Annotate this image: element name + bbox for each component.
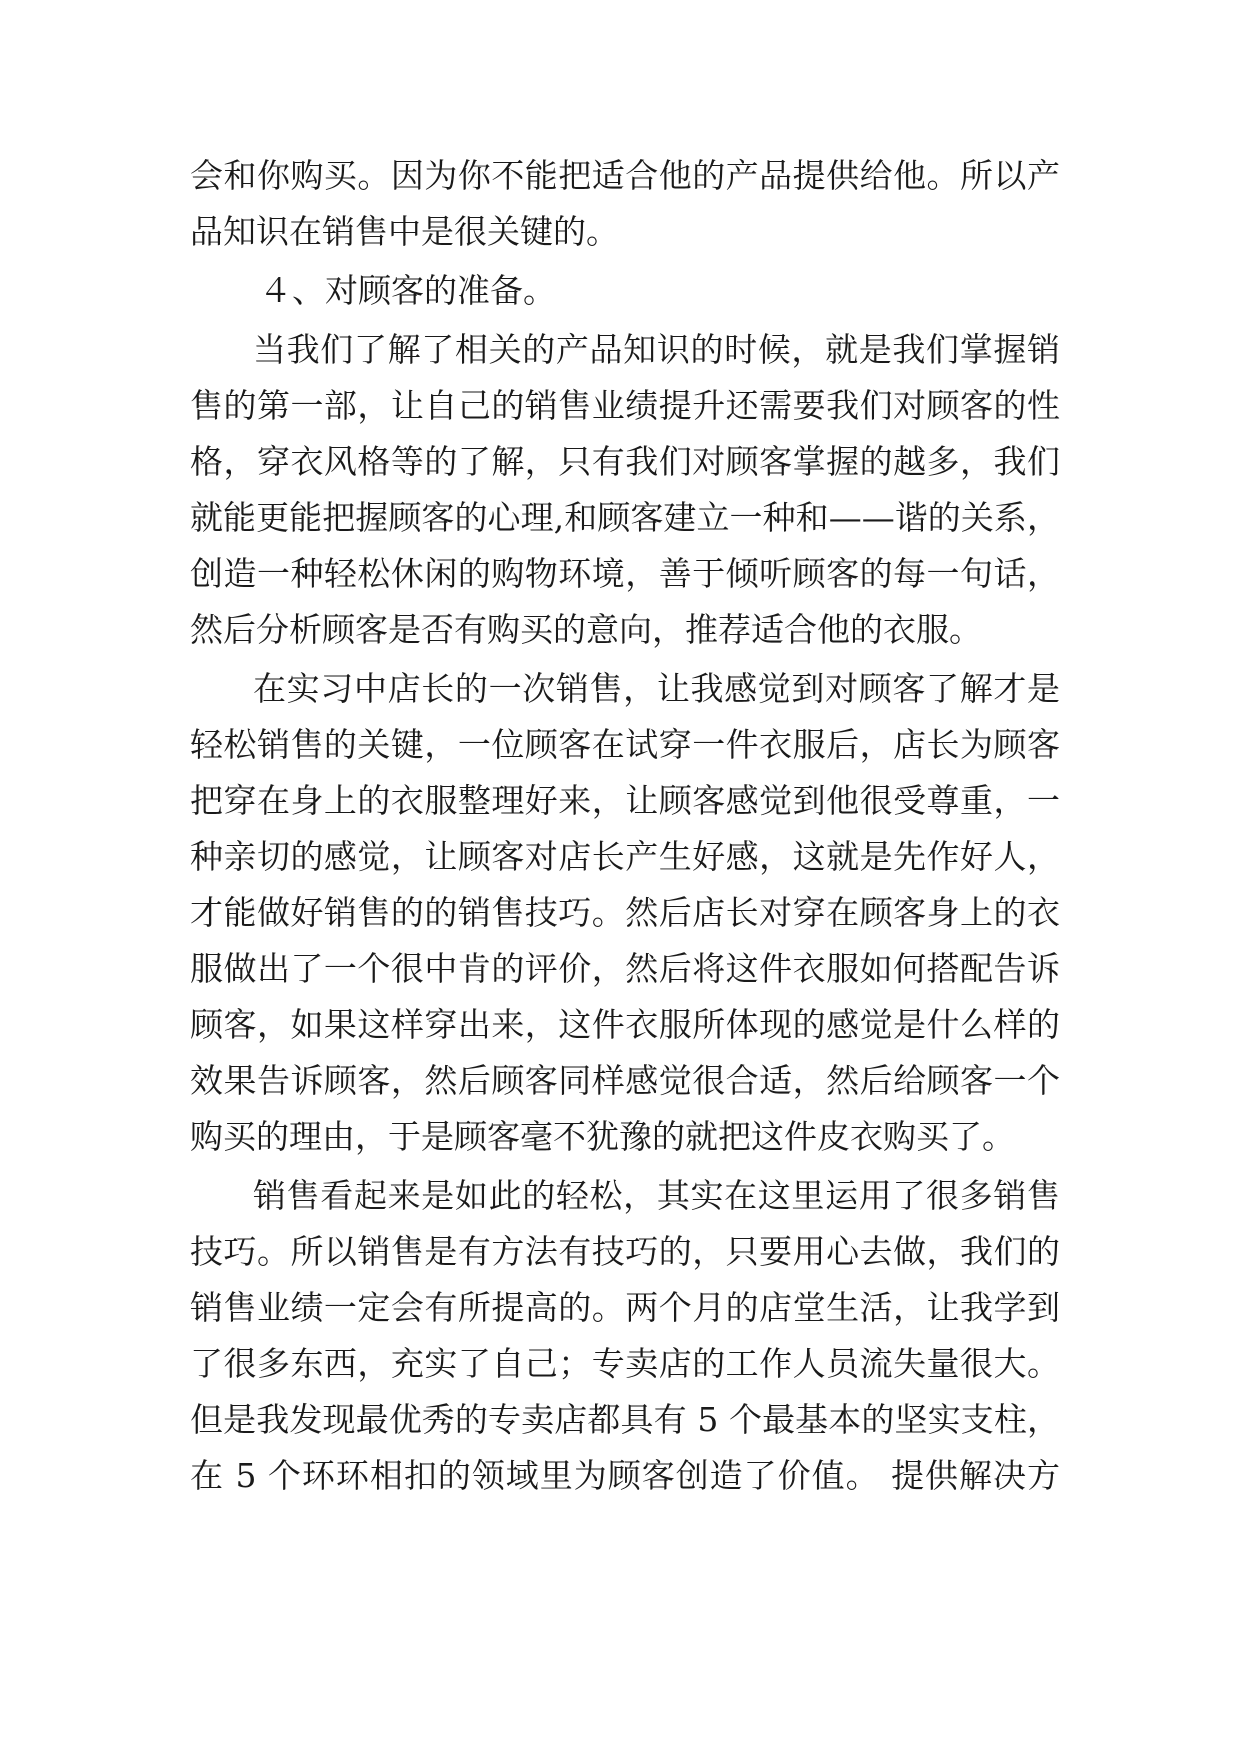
- text-line: 会和你购买。因为你不能把适合他的产品提供给他。所以产: [190, 156, 1060, 195]
- paragraph-first-line: 销售看起来是如此的轻松，其实在这里运用了很多销售: [253, 1176, 1060, 1215]
- text-line: 购买的理由，于是顾客毫不犹豫的就把这件皮衣购买了。: [190, 1117, 1015, 1156]
- section-heading: ４、对顾客的准备。: [259, 271, 556, 310]
- text-line: 但是我发现最优秀的专卖店都具有 5 个最基本的坚实支柱，: [190, 1400, 1060, 1439]
- paragraph-first-line: 在实习中店长的一次销售，让我感觉到对顾客了解才是: [253, 669, 1060, 708]
- text-line: 就能更能把握顾客的心理,和顾客建立一种和——谐的关系，: [190, 498, 1060, 537]
- text-line: 技巧。所以销售是有方法有技巧的，只要用心去做，我们的: [190, 1232, 1060, 1271]
- text-line: 轻松销售的关键，一位顾客在试穿一件衣服后，店长为顾客: [190, 725, 1060, 764]
- text-line: 顾客，如果这样穿出来，这件衣服所体现的感觉是什么样的: [190, 1005, 1060, 1044]
- text-line: 服做出了一个很中肯的评价，然后将这件衣服如何搭配告诉: [190, 949, 1060, 988]
- text-line: 品知识在销售中是很关键的。: [190, 212, 619, 251]
- paragraph-first-line: 当我们了解了相关的产品知识的时候，就是我们掌握销: [253, 330, 1060, 369]
- text-line: 把穿在身上的衣服整理好来，让顾客感觉到他很受尊重，一: [190, 781, 1060, 820]
- text-line: 售的第一部，让自己的销售业绩提升还需要我们对顾客的性: [190, 386, 1060, 425]
- text-line: 创造一种轻松休闲的购物环境，善于倾听顾客的每一句话，: [190, 554, 1060, 593]
- text-line: 种亲切的感觉，让顾客对店长产生好感，这就是先作好人，: [190, 837, 1060, 876]
- text-line: 才能做好销售的的销售技巧。然后店长对穿在顾客身上的衣: [190, 893, 1060, 932]
- text-line: 在 5 个环环相扣的领域里为顾客创造了价值。 提供解决方: [190, 1456, 1060, 1495]
- text-line: 了很多东西，充实了自己；专卖店的工作人员流失量很大。: [190, 1344, 1060, 1383]
- text-line: 销售业绩一定会有所提高的。两个月的店堂生活，让我学到: [190, 1288, 1060, 1327]
- text-line: 效果告诉顾客，然后顾客同样感觉很合适，然后给顾客一个: [190, 1061, 1060, 1100]
- text-line: 然后分析顾客是否有购买的意向，推荐适合他的衣服。: [190, 610, 982, 649]
- text-line: 格，穿衣风格等的了解，只有我们对顾客掌握的越多，我们: [190, 442, 1060, 481]
